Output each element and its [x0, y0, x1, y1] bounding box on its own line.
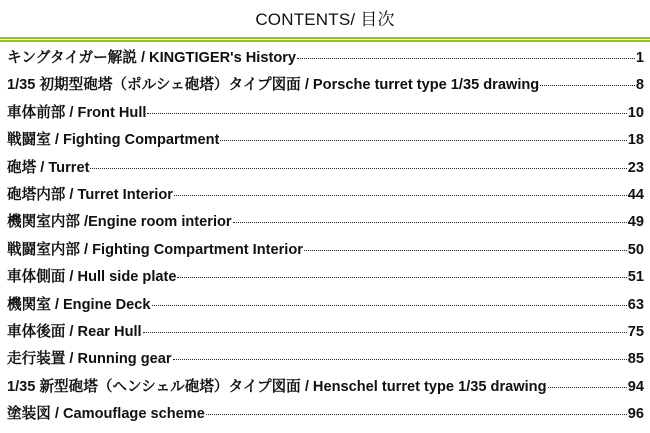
- dot-leader: [297, 58, 635, 59]
- toc-entry[interactable]: [7, 375, 644, 402]
- toc-entry[interactable]: [7, 128, 644, 155]
- dot-leader: [220, 140, 626, 141]
- table-of-contents: [7, 46, 644, 429]
- header-rule-top: [0, 37, 650, 39]
- dot-leader: [540, 85, 635, 86]
- toc-entry-title: 戦闘室内部 / Fighting Compartment Interior: [7, 241, 303, 258]
- toc-entry-page-number: 50: [627, 241, 644, 258]
- toc-entry[interactable]: [7, 320, 644, 347]
- toc-entry[interactable]: [7, 293, 644, 320]
- toc-entry[interactable]: [7, 101, 644, 128]
- toc-entry-page-number: 63: [627, 296, 644, 313]
- toc-entry-title: 戦闘室 / Fighting Compartment: [7, 132, 220, 149]
- dot-leader: [548, 387, 627, 388]
- toc-entry-title: 機関室 / Engine Deck: [7, 296, 151, 313]
- toc-entry[interactable]: [7, 238, 644, 265]
- toc-entry-title: 1/35 新型砲塔（ヘンシェル砲塔）タイプ図面 / Henschel turret type 1/35 drawing: [7, 378, 547, 395]
- toc-entry[interactable]: [7, 402, 644, 429]
- toc-entry[interactable]: [7, 156, 644, 183]
- dot-leader: [304, 250, 627, 251]
- contents-header: CONTENTS/ 目次: [255, 10, 395, 29]
- toc-entry-title: 機関室内部 /Engine room interior: [7, 214, 232, 231]
- dot-leader: [143, 332, 627, 333]
- dot-leader: [233, 222, 627, 223]
- toc-entry-page-number: 1: [635, 50, 644, 66]
- toc-entry[interactable]: [7, 73, 644, 100]
- dot-leader: [90, 168, 626, 169]
- toc-entry-title: 車体前部 / Front Hull: [7, 104, 147, 121]
- toc-entry-title: 1/35 初期型砲塔（ポルシェ砲塔）タイプ図面 / Porsche turret type 1/35 drawing: [7, 77, 540, 94]
- toc-entry-page-number: 8: [635, 77, 644, 94]
- toc-entry[interactable]: [7, 183, 644, 210]
- toc-entry-page-number: 75: [627, 323, 644, 340]
- dot-leader: [177, 277, 626, 278]
- dot-leader: [174, 195, 627, 196]
- toc-entry-page-number: 44: [627, 186, 644, 203]
- toc-entry-title: 塗装図 / Camouflage scheme: [7, 406, 205, 423]
- dot-leader: [147, 113, 626, 114]
- toc-entry-page-number: 85: [627, 351, 644, 368]
- toc-entry-page-number: 96: [627, 406, 644, 423]
- toc-entry-page-number: 94: [627, 378, 644, 395]
- dot-leader: [206, 414, 627, 415]
- toc-entry-page-number: 18: [627, 132, 644, 149]
- toc-entry-title: 車体側面 / Hull side plate: [7, 269, 177, 286]
- toc-entry-title: キングタイガー解説 / KINGTIGER's History: [7, 50, 297, 66]
- toc-entry-page-number: 51: [627, 269, 644, 286]
- toc-entry-title: 走行装置 / Running gear: [7, 351, 172, 368]
- dot-leader: [152, 305, 627, 306]
- toc-entry-title: 砲塔内部 / Turret Interior: [7, 186, 173, 203]
- toc-entry-page-number: 49: [627, 214, 644, 231]
- toc-entry-page-number: 10: [627, 104, 644, 121]
- toc-entry-page-number: 23: [627, 159, 644, 176]
- toc-entry[interactable]: [7, 265, 644, 292]
- toc-entry-title: 砲塔 / Turret: [7, 159, 90, 176]
- toc-entry-title: 車体後面 / Rear Hull: [7, 323, 142, 340]
- header-rule-bottom: [0, 40, 650, 42]
- toc-entry[interactable]: [7, 46, 644, 73]
- toc-entry[interactable]: [7, 347, 644, 374]
- toc-entry[interactable]: [7, 210, 644, 237]
- dot-leader: [173, 359, 627, 360]
